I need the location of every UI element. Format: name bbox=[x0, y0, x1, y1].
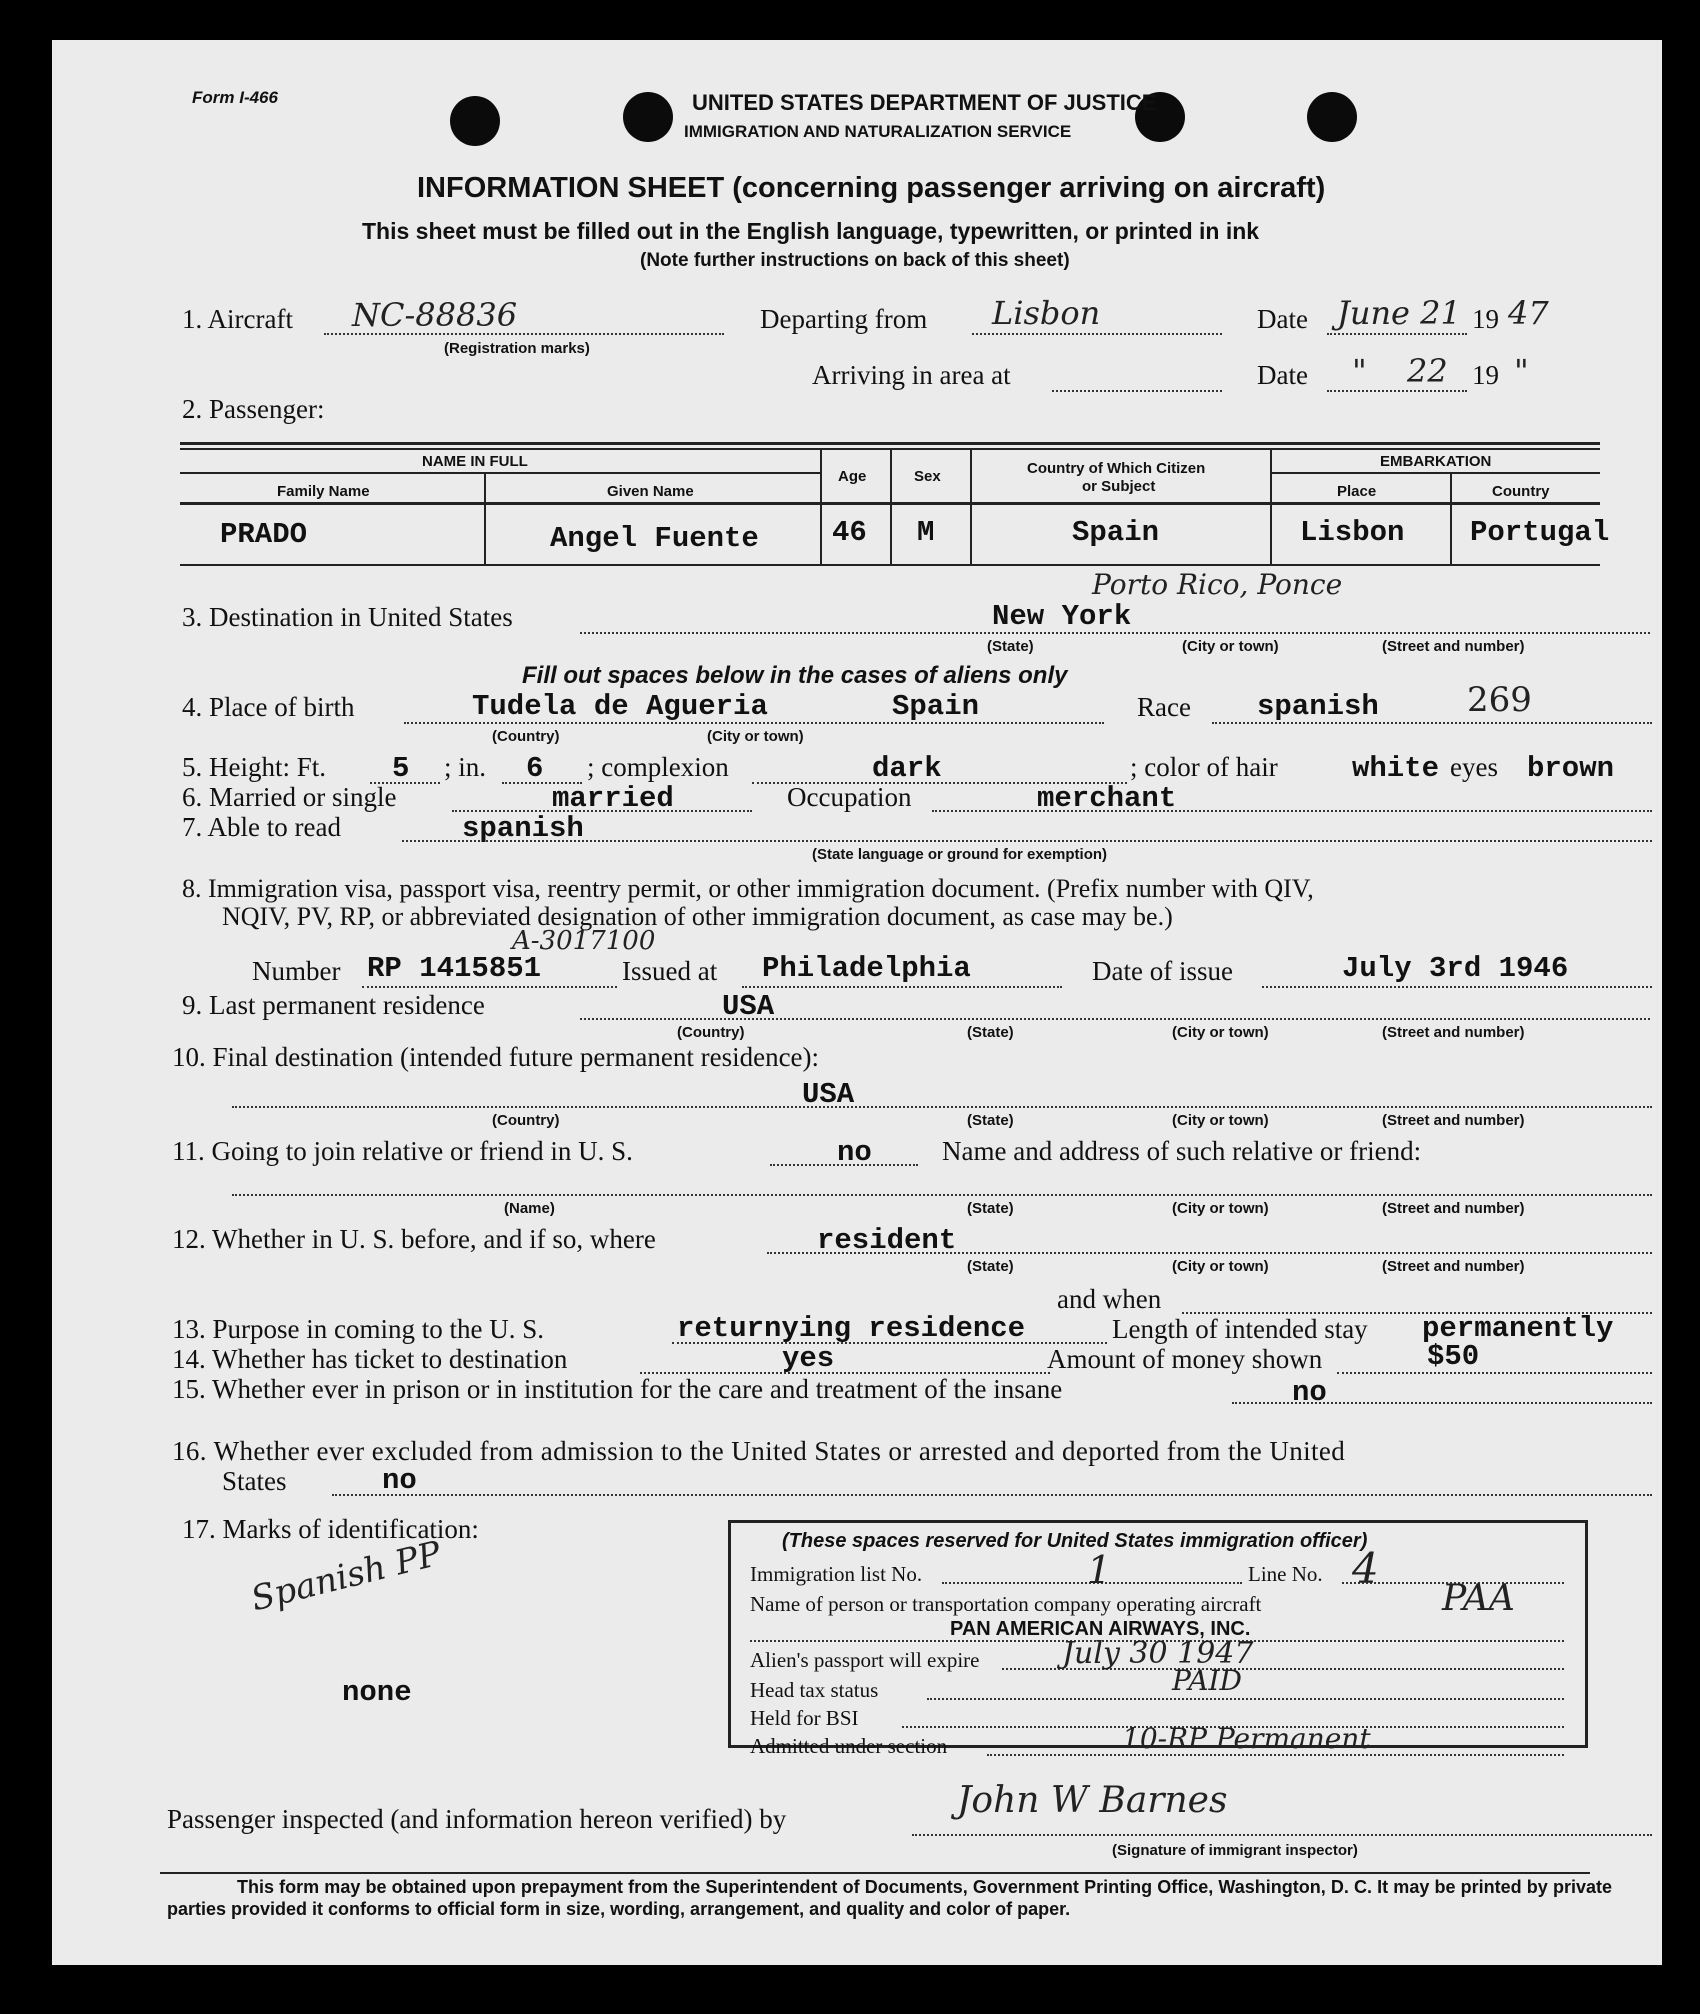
race-label: Race bbox=[1137, 692, 1191, 722]
purpose-label: 13. Purpose in coming to the U. S. bbox=[172, 1314, 544, 1344]
city-caption: (City or town) bbox=[1182, 638, 1279, 655]
state-caption: (State) bbox=[967, 1024, 1014, 1041]
col-divider bbox=[890, 448, 892, 564]
arrive-month-value: " bbox=[1352, 352, 1367, 390]
ticket-value: yes bbox=[782, 1342, 835, 1375]
held-bsi-label: Held for BSI bbox=[750, 1706, 859, 1730]
arrive-year-value: " bbox=[1514, 352, 1529, 390]
doc-number-value: RP 1415851 bbox=[367, 952, 542, 985]
eyes-value: brown bbox=[1527, 752, 1615, 785]
service-name: IMMIGRATION AND NATURALIZATION SERVICE bbox=[684, 122, 1072, 141]
last-residence-value: USA bbox=[722, 990, 775, 1023]
length-of-stay-value: permanently bbox=[1422, 1312, 1614, 1345]
line-no-label: Line No. bbox=[1248, 1562, 1323, 1586]
page-title: INFORMATION SHEET (concerning passenger arriving on aircraft) bbox=[417, 172, 1326, 204]
aircraft-value: NC-88836 bbox=[352, 296, 518, 334]
name-in-full-header: NAME IN FULL bbox=[422, 453, 528, 470]
col-divider bbox=[1450, 472, 1452, 564]
signature-caption: (Signature of immigrant inspector) bbox=[1112, 1842, 1358, 1859]
city-caption: (City or town) bbox=[1172, 1112, 1269, 1129]
state-caption: (State) bbox=[967, 1258, 1014, 1275]
prison-value: no bbox=[1292, 1376, 1327, 1409]
street-caption: (Street and number) bbox=[1382, 1112, 1525, 1129]
arriving-label: Arriving in area at bbox=[812, 360, 1011, 390]
issued-at-label: Issued at bbox=[622, 956, 718, 986]
hair-label: ; color of hair bbox=[1130, 752, 1278, 782]
height-ft-value: 5 bbox=[392, 752, 410, 785]
date-of-issue-value: July 3rd 1946 bbox=[1342, 952, 1569, 985]
embarkation-header: EMBARKATION bbox=[1380, 453, 1492, 470]
prison-label: 15. Whether ever in prison or in institution for the care and treatment of the insane bbox=[172, 1374, 1063, 1404]
operator-handwritten: PAA bbox=[1442, 1578, 1515, 1619]
date-of-issue-line bbox=[1262, 986, 1652, 988]
embark-country-value: Portugal bbox=[1470, 516, 1610, 549]
destination-handwritten: Porto Rico, Ponce bbox=[1092, 568, 1343, 601]
country-caption: (Country) bbox=[677, 1024, 745, 1041]
depart-year-value: 47 bbox=[1508, 294, 1549, 332]
occupation-label: Occupation bbox=[787, 782, 912, 812]
arrive-date-line bbox=[1327, 390, 1467, 392]
registration-marks-caption: (Registration marks) bbox=[444, 340, 590, 357]
ticket-label: 14. Whether has ticket to destination bbox=[172, 1344, 568, 1374]
departing-from-label: Departing from bbox=[760, 304, 928, 334]
occupation-value: merchant bbox=[1037, 782, 1177, 815]
depart-date-value: June 21 bbox=[1337, 294, 1461, 332]
arriving-line bbox=[1052, 390, 1222, 392]
depart-date-label: Date bbox=[1257, 304, 1308, 334]
age-value: 46 bbox=[832, 516, 867, 549]
state-caption: (State) bbox=[987, 638, 1034, 655]
country-caption: (Country) bbox=[492, 1112, 560, 1129]
depart-date-line bbox=[1327, 333, 1467, 335]
punch-hole bbox=[450, 96, 500, 146]
complexion-label: ; complexion bbox=[587, 752, 729, 782]
read-value: spanish bbox=[462, 812, 584, 845]
name-caption: (Name) bbox=[504, 1200, 555, 1217]
purpose-value: returnying residence bbox=[677, 1312, 1026, 1345]
departing-line bbox=[972, 333, 1222, 335]
operator-label: Name of person or transportation company operating aircraft bbox=[750, 1592, 1262, 1616]
head-tax-line bbox=[927, 1698, 1564, 1700]
street-caption: (Street and number) bbox=[1382, 1024, 1525, 1041]
race-value: spanish bbox=[1257, 690, 1379, 723]
inspector-signature: John W Barnes bbox=[957, 1780, 1228, 1821]
depart-year-prefix: 19 bbox=[1472, 304, 1499, 334]
city-caption: (City or town) bbox=[707, 728, 804, 745]
passenger-label: 2. Passenger: bbox=[182, 394, 325, 424]
marks-handwritten: Spanish PP bbox=[247, 1533, 446, 1620]
citizen-country-value: Spain bbox=[1072, 516, 1160, 549]
money-line bbox=[1337, 1372, 1652, 1374]
number-line bbox=[362, 986, 617, 988]
excluded-label-2: States bbox=[222, 1466, 287, 1496]
passport-expire-label: Alien's passport will expire bbox=[750, 1648, 980, 1672]
signature-line bbox=[912, 1834, 1652, 1836]
item8-text-2: NQIV, PV, RP, or abbreviated designation of other immigration document, as case may be.) bbox=[222, 902, 1173, 931]
height-in-value: 6 bbox=[526, 752, 544, 785]
given-name-header: Given Name bbox=[607, 483, 694, 500]
table-header-rule bbox=[180, 472, 820, 474]
and-when-label: and when bbox=[1057, 1284, 1162, 1314]
footer-rule bbox=[160, 1872, 1590, 1874]
last-residence-label: 9. Last permanent residence bbox=[182, 990, 485, 1020]
number-label: Number bbox=[252, 956, 341, 986]
page-subtitle: This sheet must be filled out in the English language, typewritten, or printed in ink bbox=[362, 218, 1260, 244]
city-caption: (City or town) bbox=[1172, 1024, 1269, 1041]
date-of-issue-label: Date of issue bbox=[1092, 956, 1233, 986]
punch-hole bbox=[1307, 92, 1357, 142]
admitted-under-value: 10-RP Permanent bbox=[1122, 1722, 1371, 1755]
height-label: 5. Height: Ft. bbox=[182, 752, 327, 782]
married-label: 6. Married or single bbox=[182, 782, 397, 812]
arrive-year-prefix: 19 bbox=[1472, 360, 1499, 390]
country-caption: (Country) bbox=[492, 728, 560, 745]
family-name-header: Family Name bbox=[277, 483, 370, 500]
state-language-caption: (State language or ground for exemption) bbox=[812, 846, 1108, 863]
department-name: UNITED STATES DEPARTMENT OF JUSTICE bbox=[692, 90, 1157, 115]
read-line bbox=[402, 840, 1652, 842]
birth-country-value: Tudela de Agueria bbox=[472, 690, 768, 723]
table-top-rule bbox=[180, 442, 1600, 445]
head-tax-label: Head tax status bbox=[750, 1678, 879, 1702]
table-header-rule-embark bbox=[1270, 472, 1600, 474]
operator-printed: PAN AMERICAN AIRWAYS, INC. bbox=[950, 1618, 1251, 1640]
sex-header: Sex bbox=[914, 468, 941, 485]
country-header: Country bbox=[1492, 483, 1550, 500]
city-caption: (City or town) bbox=[1172, 1200, 1269, 1217]
final-destination-value: USA bbox=[802, 1078, 855, 1111]
name-address-label: Name and address of such relative or friend: bbox=[942, 1136, 1422, 1166]
hair-value: white bbox=[1352, 752, 1440, 785]
form-sheet bbox=[52, 40, 1662, 1965]
us-before-label: 12. Whether in U. S. before, and if so, where bbox=[172, 1224, 656, 1254]
destination-label: 3. Destination in United States bbox=[182, 602, 513, 632]
age-header: Age bbox=[838, 468, 867, 485]
state-caption: (State) bbox=[967, 1112, 1014, 1129]
birth-city-value: Spain bbox=[892, 690, 980, 723]
final-destination-line bbox=[232, 1106, 1652, 1108]
excluded-label: 16. Whether ever excluded from admission to the United States or arrested and deported from the United bbox=[172, 1436, 1346, 1466]
complexion-value: dark bbox=[872, 752, 942, 785]
street-caption: (Street and number) bbox=[1382, 638, 1525, 655]
aliens-only-heading: Fill out spaces below in the cases of aliens only bbox=[522, 662, 1068, 689]
money-value: $50 bbox=[1427, 1340, 1480, 1373]
doc-handwritten: A-3017100 bbox=[512, 926, 656, 956]
join-relative-value: no bbox=[837, 1136, 872, 1169]
race-code-value: 269 bbox=[1467, 680, 1532, 720]
issued-at-line bbox=[742, 986, 1062, 988]
officer-box-header: (These spaces reserved for United States immigration officer) bbox=[782, 1530, 1368, 1552]
length-of-stay-label: Length of intended stay bbox=[1112, 1314, 1368, 1344]
col-divider bbox=[484, 472, 486, 564]
country-citizen-header-2: or Subject bbox=[1082, 478, 1156, 495]
embark-place-value: Lisbon bbox=[1300, 516, 1405, 549]
street-caption: (Street and number) bbox=[1382, 1258, 1525, 1275]
footer-text: This form may be obtained upon prepayment from the Superintendent of Documents, Government Printing Office, Washington, D. C. It may be printed by private parties provided it conforms to official form in size, wording, arrangement, and quality and color of paper. bbox=[167, 1877, 1612, 1919]
marital-value: married bbox=[552, 782, 674, 815]
street-caption: (Street and number) bbox=[1382, 1200, 1525, 1217]
sex-value: M bbox=[917, 516, 935, 549]
line-no-value: 4 bbox=[1352, 1544, 1379, 1593]
issued-at-value: Philadelphia bbox=[762, 952, 971, 985]
place-of-birth-label: 4. Place of birth bbox=[182, 692, 355, 722]
state-caption: (State) bbox=[967, 1200, 1014, 1217]
eyes-label: eyes bbox=[1450, 752, 1498, 782]
relative-line bbox=[232, 1194, 1652, 1196]
item8-text: 8. Immigration visa, passport visa, reentry permit, or other immigration document. (Prefix number with QIV, bbox=[182, 874, 1314, 903]
place-header: Place bbox=[1337, 483, 1377, 500]
read-label: 7. Able to read bbox=[182, 812, 341, 842]
destination-state-value: New York bbox=[992, 600, 1132, 633]
join-relative-label: 11. Going to join relative or friend in U. S. bbox=[172, 1136, 633, 1166]
height-in-label: ; in. bbox=[444, 752, 487, 782]
given-name-value: Angel Fuente bbox=[550, 522, 759, 555]
marks-value: none bbox=[342, 1676, 412, 1709]
inspected-by-label: Passenger inspected (and information hereon verified) by bbox=[167, 1804, 787, 1834]
passport-expire-value: July 30 1947 bbox=[1062, 1636, 1254, 1671]
arrive-date-label: Date bbox=[1257, 360, 1308, 390]
marks-label: 17. Marks of identification: bbox=[182, 1514, 479, 1544]
aircraft-label: 1. Aircraft bbox=[182, 304, 293, 334]
instructions-note: (Note further instructions on back of this sheet) bbox=[640, 250, 1070, 271]
money-label: Amount of money shown bbox=[1047, 1344, 1323, 1374]
departing-from-value: Lisbon bbox=[992, 294, 1101, 332]
us-before-value: resident bbox=[817, 1224, 957, 1257]
excluded-value: no bbox=[382, 1464, 417, 1497]
final-destination-label: 10. Final destination (intended future permanent residence): bbox=[172, 1042, 820, 1072]
form-number: Form I-466 bbox=[192, 88, 278, 107]
imm-list-label: Immigration list No. bbox=[750, 1562, 923, 1586]
imm-list-value: 1 bbox=[1087, 1548, 1112, 1592]
city-caption: (City or town) bbox=[1172, 1258, 1269, 1275]
excluded-line bbox=[332, 1494, 1652, 1496]
head-tax-value: PAID bbox=[1172, 1664, 1242, 1697]
admitted-under-label: Admitted under section bbox=[750, 1734, 948, 1758]
table-bottom-rule bbox=[180, 564, 1600, 566]
col-divider bbox=[1270, 448, 1272, 564]
col-divider bbox=[970, 448, 972, 564]
arrive-day-value: 22 bbox=[1407, 352, 1448, 390]
country-citizen-header: Country of Which Citizen bbox=[1027, 460, 1206, 477]
col-divider bbox=[820, 448, 822, 564]
punch-hole bbox=[623, 92, 673, 142]
family-name-value: PRADO bbox=[220, 518, 308, 551]
